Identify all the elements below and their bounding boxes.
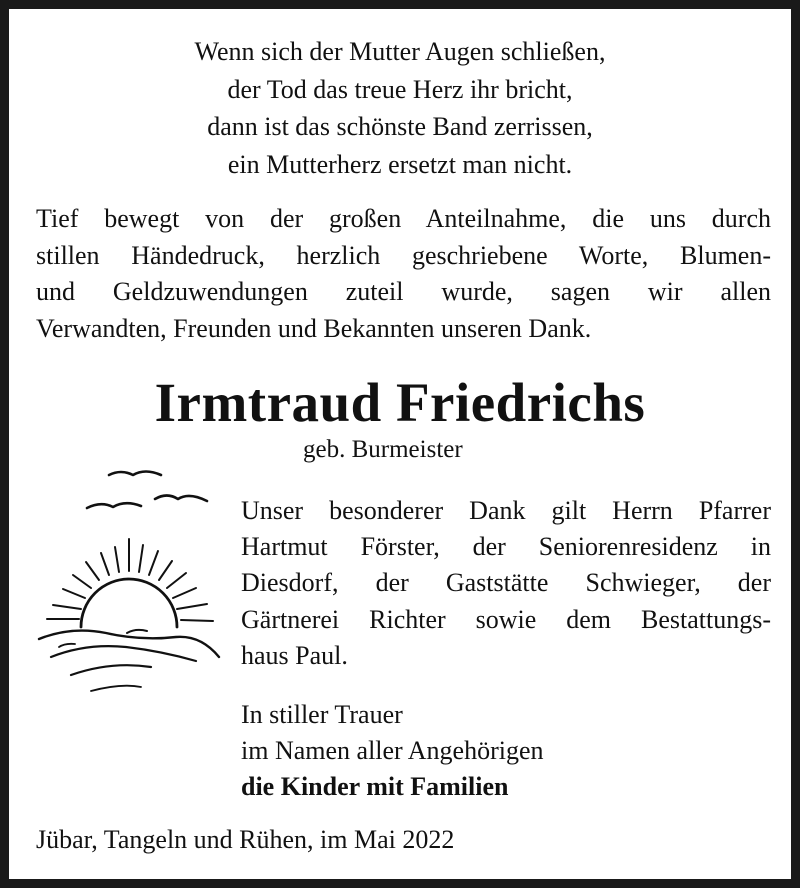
poem-line: der Tod das treue Herz ihr bricht, xyxy=(227,74,573,104)
mourning-signature xyxy=(241,697,771,805)
maiden-name: geb. Burmeister xyxy=(303,436,463,463)
poem xyxy=(39,33,761,183)
poem-line: ein Mutterherz ersetzt man nicht. xyxy=(227,149,573,179)
special-thanks-line: haus Paul. xyxy=(241,640,348,670)
sunset-birds-icon xyxy=(31,461,231,701)
mourning-line: In stiller Trauer xyxy=(241,700,403,729)
poem-line: dann ist das schönste Band zerrissen, xyxy=(207,112,593,141)
special-thanks-line: Unser besonderer Dank gilt Herrn Pfarrer xyxy=(241,496,771,525)
special-thanks-line: Diesdorf, der Gaststätte Schwieger, der xyxy=(241,568,771,598)
thanks-line: stillen Händedruck, herzlich geschriebene Worte, Blumen- xyxy=(36,240,771,270)
mourning-line: im Namen aller Angehörigen xyxy=(241,736,544,765)
family-signature: die Kinder mit Familien xyxy=(241,772,509,801)
thanks-line: Verwandten, Freunden und Bekannten unseren Dank. xyxy=(36,313,592,343)
special-thanks xyxy=(241,493,771,674)
special-thanks-line: Gärtnerei Richter sowie dem Bestattungs- xyxy=(241,604,771,634)
thanks-paragraph xyxy=(36,201,771,347)
special-thanks-line: Hartmut Förster, der Seniorenresidenz in xyxy=(241,532,771,562)
thanks-line: und Geldzuwendungen zuteil wurde, sagen wir allen xyxy=(36,277,771,306)
poem-line: Wenn sich der Mutter Augen schließen, xyxy=(194,37,606,66)
place-date: Jübar, Tangeln und Rühen, im Mai 2022 xyxy=(36,825,455,854)
deceased-name: Irmtraud Friedrichs xyxy=(154,372,646,433)
thanks-line: Tief bewegt von der großen Anteilnahme, die uns durch xyxy=(36,204,771,233)
